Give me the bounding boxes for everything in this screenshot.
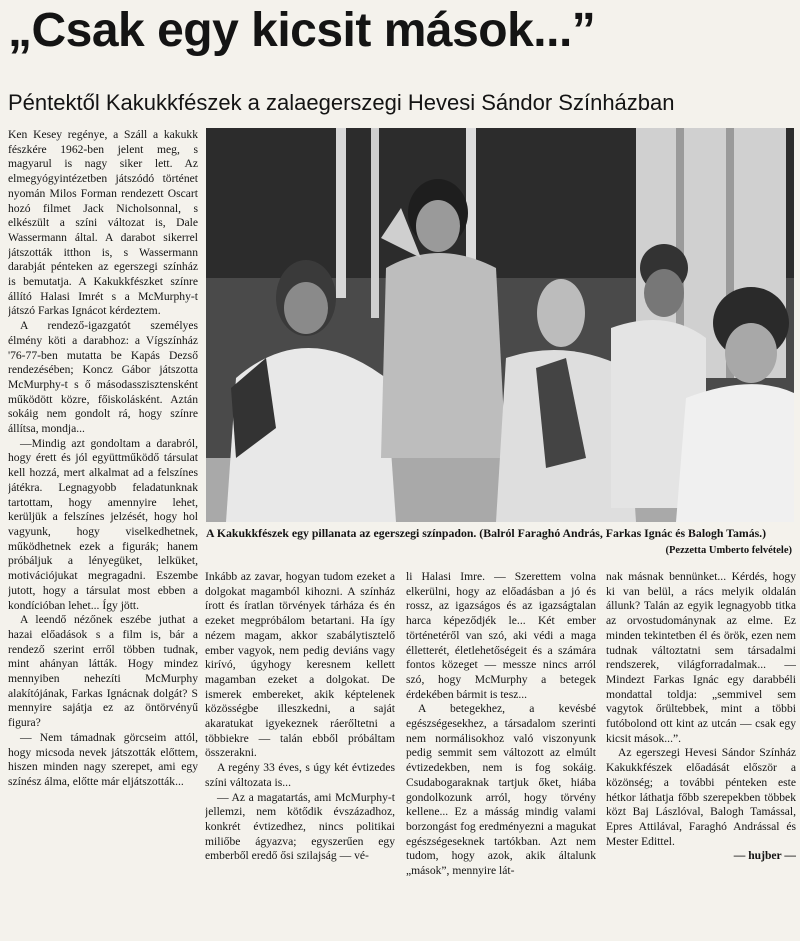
- paragraph: A rendező-igazgatót személyes élmény köti a darabhoz: a Vígszínház '76-77-ben mutatta be Kapás Dezső rendezésében; Koncz Gábor játszotta McMurphy-t s ő másodasszisztensként működött közre, főiskolásként. Aztán sokáig nem gondolt rá, hogy színre állítsa, mondja...: [8, 319, 198, 436]
- paragraph: Az egerszegi Hevesi Sándor Színház Kakukkfészek előadását először a közönség; a további pénteken este hétkor láthatja főbb szerepekben többek közt Baj Lászlóval, Balogh Tamással, Epres Attilával, Faraghó Andrással és Mester Edittel.: [606, 746, 796, 848]
- paragraph: — Az a magatartás, ami McMurphy-t jellemzi, nem kötődik évszázadhoz, konkrét évtizedhez, nincs politikai miliőbe ágyazva; egyszerűen egy emberből eredő ősi szilajság — vé-: [205, 790, 395, 863]
- paragraph: A regény 33 éves, s úgy két évtizedes színi változata is...: [205, 761, 395, 789]
- photo-caption: [206, 526, 794, 562]
- paragraph: Inkább az zavar, hogyan tudom ezeket a dolgokat magamból kihozni. A színház írott és íratlan törvények tárháza és én ezeket megpróbálom betartani. Ha így nézem magam, akkor szabálytisztelő ember vagyok, nem pedig deviáns vagy kirívó, úgyhogy keresnem kellett magamban ezeket a dolgokat. De ismerek embereket, akik képtelenek közösségbe illeszkedni, a saját akaratukat igyekeznek ráerőltetni a többiekre — talán ebből próbáltam összerakni.: [205, 570, 395, 760]
- paragraph: A betegekhez, a kevésbé egészségesekhez, a társadalom szerinti nem normálisokhoz való viszonyunk pedig semmit sem változott az elmúlt évtizedekben, nem is fog sokáig. Csudabogaraknak tartjuk őket, hiába gondolkozunk arról, hogy törvény kellene... Ez a másság mindig valami borzongást fog eredményezni a magukat egészségeseknek tartókban. Azt nem tudom, hogy azok, akik általunk „mások”, mennyire lát-: [406, 702, 596, 878]
- article-column-4: [606, 570, 796, 938]
- byline: — hujber —: [733, 849, 796, 863]
- article-column-2: [205, 570, 395, 938]
- paragraph: Ken Kesey regénye, a Száll a kakukk fészkére 1962-ben jelent meg, s magyarul is nagy siker lett. Az elmegyógyintézetben játszódó történet nyomán Milos Forman rendezett Oscart hozó filmet Jack Nicholsonnal, s elkészült a színi változat is, Dale Wassermann által. A darabot sikerrel játszották itthon is, s Wassermann darabját pénteken az egerszegi színház is bemutatja. A Kakukkfészket színre állító Halasi Imrét s a McMurphy-t játszó Farkas Ignácot kérdeztem.: [8, 128, 198, 318]
- paragraph: — Nem támadnak görcseim attól, hogy micsoda nevek játszották előttem, hiszen minden nagy szerepet, ami egy színész álma, előtte már eljátszották...: [8, 730, 198, 788]
- stage-photo: [206, 128, 794, 522]
- subheadline: Péntektől Kakukkfészek a zalaegerszegi Hevesi Sándor Színházban: [8, 90, 675, 115]
- photo-caption-text: A Kakukkfészek egy pillanata az egerszegi színpadon. (Balról Faraghó András, Farkas Ignác és Balogh Tamás.): [206, 526, 767, 540]
- paragraph: —Mindig azt gondoltam a darabról, hogy érett és jól együttműködő társulat kell hozzá, mert alkalmat ad a felszínes játékra. Legnagyobb feladatunknak tartottam, hogy amennyire lehet, kerüljük a felszínes jelzését, hogy hol vagyunk, hogy viselkedhetnek, működhetnek ezek a figurák; hanem próbáljuk a lényegüket, lelküket, motivációjukat megragadni. Eszembe jutott, hogy a társulat most ebben a kondícióban lehet... Így jött.: [8, 436, 198, 612]
- paragraph: nak másnak bennünket... Kérdés, hogy ki van belül, a rács melyik oldalán állunk? Talán az egyik legnagyobb titka az orvostudománynak az elme. Ez minden tekintetben él és örök, ezen nem tudnak változtatni sem társadalmi rendszerek, világforradalmak... — Mindezt Farkas Ignác egy darabbéli mondattal toldja: „semmivel sem vagytok őrültebbek, mint a többi futóbolond ott kint az utcán — csak egy kicsit mások...”.: [606, 570, 796, 745]
- article-column-3: [406, 570, 596, 938]
- headline: „Csak egy kicsit mások...”: [8, 4, 596, 57]
- photo-credit: (Pezzetta Umberto felvétele): [665, 545, 792, 556]
- article-column-1: [8, 128, 198, 938]
- stage-photo-graphic: [206, 128, 794, 522]
- paragraph: A leendő nézőnek eszébe juthat a hazai előadások s a film is, bár a rendező szerint erről többen tudnak, mint ahányan látták. Hogy mindez mennyiben nehezíti McMurphy alakítójának, Farkas Ignácnak dolgát? S mennyire sajátja ez az öntörvényű figura?: [8, 613, 198, 730]
- paragraph: li Halasi Imre. — Szerettem volna elkerülni, hogy az előadásban a jó és rossz, az igazságos és az igazságtalan harca képeződjék le... Két ember történetéről van szó, aki védi a maga élletterét, életlehetőségeit és a számára fontos közeget — messze nincs arról szó, hogy McMurphy a betegek érdekében bármit is tesz...: [406, 570, 596, 701]
